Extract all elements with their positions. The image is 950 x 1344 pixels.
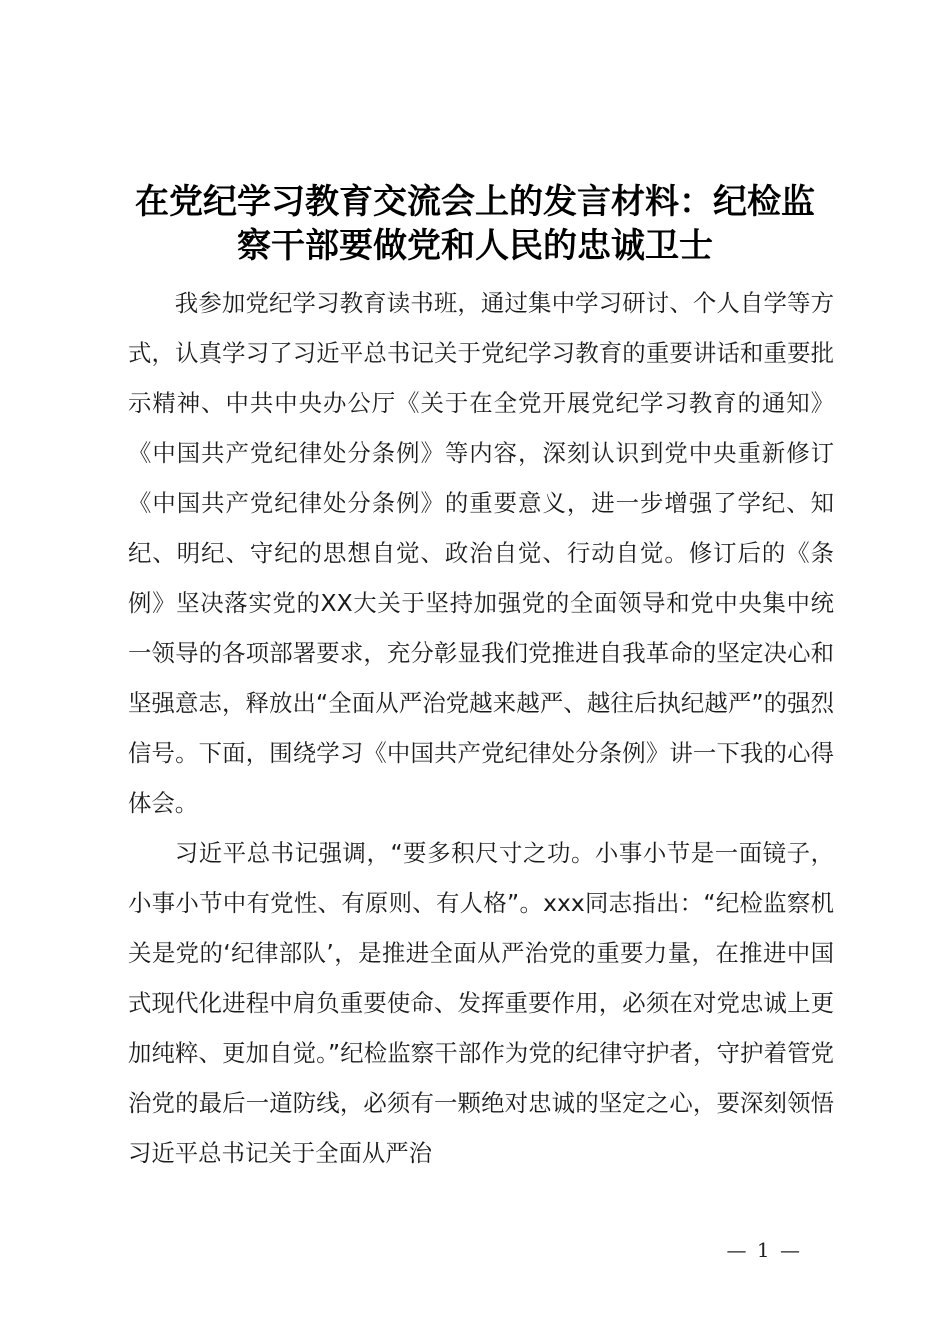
paragraph-2: 习近平总书记强调，“要多积尺寸之功。小事小节是一面镜子，小事小节中有党性、有原则、有人格”。xxx同志指出：“纪检监察机关是党的‘纪律部队’，是推进全面从严治党的重要力量，在推进中国式现代化进程中肩负重要使命、发挥重要作用，必须在对党忠诚上更加纯粹、更加自觉。”纪检监察干部作为党的纪律守护者，守护着管党治党的最后一道防线，必须有一颗绝对忠诚的坚定之心，要深刻领悟习近平总书记关于全面从严治 bbox=[128, 839, 834, 1167]
document-title bbox=[110, 180, 840, 268]
page-number: — 1 — bbox=[726, 1238, 802, 1262]
document-body bbox=[128, 278, 834, 1178]
paragraph-1: 我参加党纪学习教育读书班，通过集中学习研讨、个人自学等方式，认真学习了习近平总书记关于党纪学习教育的重要讲话和重要批示精神、中共中央办公厅《关于在全党开展党纪学习教育的通知》《中国共产党纪律处分条例》等内容，深刻认识到党中央重新修订《中国共产党纪律处分条例》的重要意义，进一步增强了学纪、知纪、明纪、守纪的思想自觉、政治自觉、行动自觉。修订后的《条例》坚决落实党的XX大关于坚持加强党的全面领导和党中央集中统一领导的各项部署要求，充分彰显我们党推进自我革命的坚定决心和坚强意志，释放出“全面从严治党越来越严、越往后执纪越严”的强烈信号。下面，围绕学习《中国共产党纪律处分条例》讲一下我的心得体会。 bbox=[128, 289, 834, 817]
title-line-2: 察干部要做党和人民的忠诚卫士 bbox=[237, 226, 713, 266]
title-line-1: 在党纪学习教育交流会上的发言材料：纪检监 bbox=[135, 182, 815, 222]
